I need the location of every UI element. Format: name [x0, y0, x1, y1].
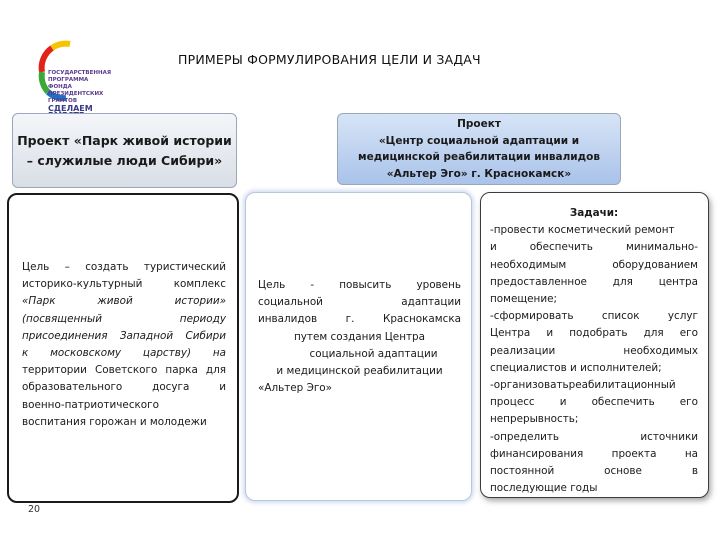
- left-goal-line: (посвященный периоду: [22, 312, 226, 325]
- logo-text: [48, 70, 111, 119]
- right-tasks-box: [480, 192, 709, 498]
- right-header-line-4: «Альтер Эго» г. Краснокамск»: [386, 167, 572, 180]
- left-header-line-2: – служилые люди Сибири»: [26, 152, 223, 168]
- mid-goal-line: Цель - повысить уровень: [258, 279, 461, 291]
- logo-line-1: ГОСУДАРСТВЕННАЯ: [48, 70, 112, 76]
- right-header-line-1: Проект: [457, 118, 501, 130]
- left-goal-line: присоединения Западной Сибири: [22, 329, 226, 342]
- task-line: непрерывность;: [490, 413, 579, 426]
- logo-line-4: СДЕЛАЕМ: [48, 104, 93, 113]
- left-goal-line: «Парк живой истории»: [22, 295, 226, 308]
- task-line: предоставленное для центра: [490, 275, 698, 288]
- task-line: Центра и подобрать для его: [490, 327, 698, 340]
- left-header-line-1: Проект «Парк живой истории: [17, 132, 232, 148]
- mid-goal-line: и медицинской реабилитации: [276, 365, 443, 378]
- task-line: -провести косметический ремонт: [490, 224, 675, 237]
- mid-goal-line: инвалидов г. Краснокамска: [258, 313, 461, 326]
- task-line: постоянной основе в: [490, 465, 698, 478]
- task-line: -определить источники: [490, 430, 698, 443]
- right-project-header: [337, 113, 621, 185]
- right-header-line-2: «Центр социальной адаптации и: [378, 134, 580, 147]
- left-project-header: [12, 113, 237, 188]
- tasks-heading: Задачи:: [569, 207, 619, 219]
- mid-goal-line: «Альтер Эго»: [258, 382, 333, 395]
- task-line: процесс и обеспечить его: [490, 396, 698, 409]
- left-goal-box: [7, 193, 239, 503]
- page-number: 20: [28, 504, 41, 515]
- left-goal-line: историко-культурный комплекс: [22, 278, 226, 291]
- left-goal-line: территории Советского парка для: [22, 364, 226, 377]
- slide-title: ПРИМЕРЫ ФОРМУЛИРОВАНИЯ ЦЕЛИ И ЗАДАЧ: [178, 52, 481, 67]
- task-line: последующие годы: [490, 482, 598, 495]
- mid-goal-line: социальной адаптации: [258, 296, 461, 309]
- logo-line-3: ФОНДА ПРЕЗИДЕНТСКИХ ГРАНТОВ: [48, 84, 104, 104]
- task-line: необходимым оборудованием: [490, 258, 698, 271]
- task-line: финансирования проекта на: [490, 447, 698, 460]
- left-goal-line: воспитания горожан и молодежи: [22, 415, 207, 428]
- mid-goal-line: социальной адаптации: [309, 347, 438, 360]
- task-line: помещение;: [490, 293, 558, 306]
- right-header-line-3: медицинской реабилитации инвалидов: [357, 151, 601, 163]
- left-goal-line: к московскому царству) на: [22, 347, 226, 360]
- task-line: -организоватьреабилитационный: [490, 379, 676, 392]
- left-goal-line: Цель – создать туристический: [22, 261, 226, 273]
- task-line: -сформировать список услуг: [490, 310, 698, 323]
- task-line: и обеспечить минимально-: [490, 241, 698, 254]
- task-line: реализации необходимых: [490, 344, 698, 357]
- logo: [8, 22, 112, 113]
- mid-goal-line: путем создания Центра: [293, 330, 426, 343]
- logo-line-2: ПРОГРАММА: [48, 77, 89, 83]
- left-goal-line: военно-патриотического: [22, 398, 159, 411]
- task-line: специалистов и исполнителей;: [490, 361, 662, 374]
- left-goal-line: образовательного досуга и: [22, 381, 226, 394]
- middle-goal-box: [245, 192, 472, 501]
